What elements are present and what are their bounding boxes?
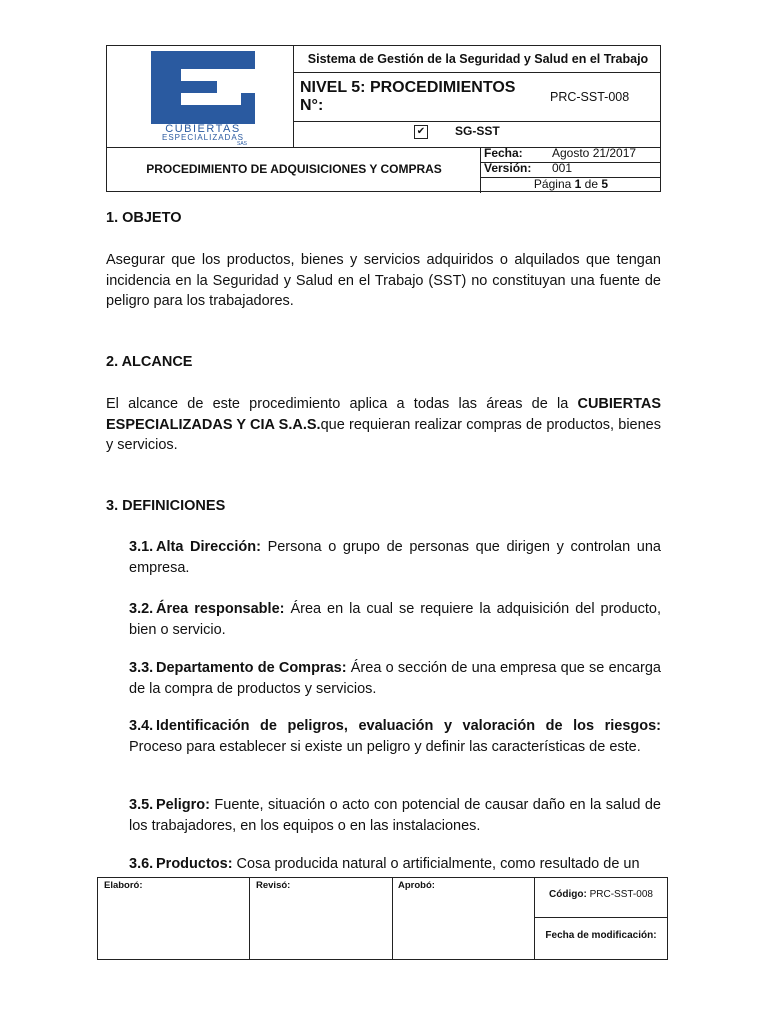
definition-item: 3.6. Productos: Cosa producida natural o artificialmente, como resultado de un <box>129 856 640 872</box>
footer-code: Código: PRC-SST-008 <box>549 889 653 900</box>
divider <box>293 46 294 148</box>
definition-item: 3.5. Peligro: Fuente, situación o acto con potencial de causar daño en la salud de los trabajadores, en los equipos o en las instalaciones. <box>129 797 661 834</box>
document-code: PRC-SST-008 <box>550 90 630 104</box>
version-value: 001 <box>552 161 573 175</box>
section-definiciones-title: 3. DEFINICIONES <box>106 498 226 514</box>
fecha-value: Agosto 21/2017 <box>552 146 637 160</box>
elaboro-label: Elaboró: <box>104 880 143 891</box>
logo-text-line2: ESPECIALIZADAS <box>161 133 245 142</box>
reviso-label: Revisó: <box>256 880 291 891</box>
divider <box>249 878 250 960</box>
checkbox-icon: ✔ <box>414 125 428 139</box>
section-alcance-title: 2. ALCANCE <box>106 354 193 370</box>
footer-table <box>97 877 668 960</box>
page-indicator: Página 1 de 5 <box>533 177 609 191</box>
definition-item: 3.1. Alta Dirección: Persona o grupo de personas que dirigen y controlan una empresa. <box>129 539 661 576</box>
section-objeto-text: Asegurar que los productos, bienes y servicios adquiridos o alquilados que tengan incidencia en la Seguridad y Salud en el Trabajo (SST) no constituyan una fuente de peligro para los trabajadores. <box>106 252 661 309</box>
definition-item: 3.4. Identificación de peligros, evaluación y valoración de los riesgos: Proceso para establecer si existe un peligro y definir las características de este. <box>129 718 661 755</box>
divider <box>392 878 393 960</box>
aprobo-label: Aprobó: <box>398 880 435 891</box>
fecha-label: Fecha: <box>484 146 523 160</box>
definition-item: 3.2. Área responsable: Área en la cual se requiere la adquisición del producto, bien o servicio. <box>129 601 661 638</box>
sgsst-label: SG-SST <box>455 124 500 138</box>
section-objeto-title: 1. OBJETO <box>106 210 182 226</box>
header-table <box>106 45 661 192</box>
divider <box>534 917 668 918</box>
logo-text-line3: SAS <box>237 141 248 147</box>
system-title: Sistema de Gestión de la Seguridad y Salud en el Trabajo <box>307 52 649 66</box>
procedure-title: PROCEDIMIENTO DE ADQUISICIONES Y COMPRAS <box>146 162 442 176</box>
section-alcance-text: El alcance de este procedimiento aplica a todas las áreas de la CUBIERTAS ESPECIALIZADAS Y CIA S.A.S.que requieran realizar compras de productos, bienes y servicios. <box>106 396 661 453</box>
definition-item: 3.3. Departamento de Compras: Área o sección de una empresa que se encarga de la compra de productos y servicios. <box>129 660 661 697</box>
logo-text-line1: CUBIERTAS <box>165 123 241 135</box>
divider <box>293 121 661 122</box>
divider <box>293 72 661 73</box>
nivel-title: NIVEL 5: PROCEDIMIENTOS N°: <box>300 79 516 114</box>
company-logo <box>147 51 259 147</box>
version-label: Versión: <box>484 161 532 175</box>
fecha-modificacion-label: Fecha de modificación: <box>545 930 657 941</box>
